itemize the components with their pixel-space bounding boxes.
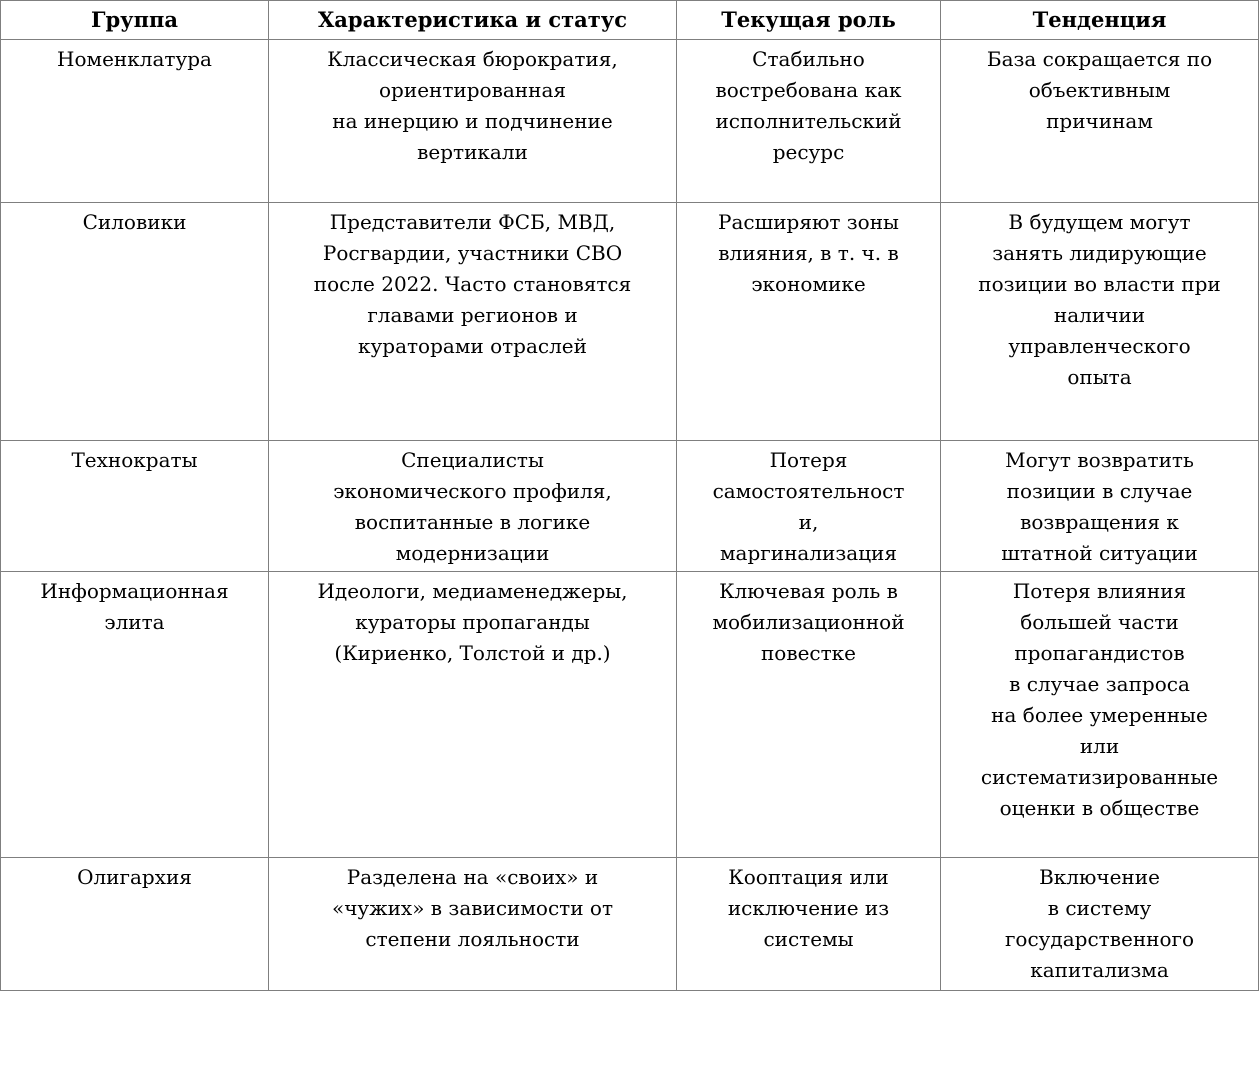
table-row	[1, 441, 1259, 572]
table-row	[1, 203, 1259, 441]
cell-trend: В будущем могут занять лидирующие позиции во власти при наличии управленческого опыта	[941, 203, 1259, 441]
cell-trend: База сокращается по объективным причинам	[941, 40, 1259, 203]
cell-group: Олигархия	[1, 858, 269, 991]
cell-group: Информационная элита	[1, 572, 269, 858]
cell-trend: Могут возвратить позиции в случае возвращения к штатной ситуации	[941, 441, 1259, 572]
table-row	[1, 572, 1259, 858]
cell-group: Технократы	[1, 441, 269, 572]
cell-characteristics: Разделена на «своих» и «чужих» в зависимости от степени лояльности	[269, 858, 677, 991]
cell-trend: Потеря влияния большей части пропагандистов в случае запроса на более умеренные или систематизированные оценки в обществе	[941, 572, 1259, 858]
cell-current-role: Потеря самостоятельност и, маргинализация	[677, 441, 941, 572]
cell-current-role: Кооптация или исключение из системы	[677, 858, 941, 991]
table-row	[1, 858, 1259, 991]
cell-current-role: Ключевая роль в мобилизационной повестке	[677, 572, 941, 858]
cell-trend: Включение в систему государственного капитализма	[941, 858, 1259, 991]
cell-group: Номенклатура	[1, 40, 269, 203]
header-trend: Тенденция	[941, 1, 1259, 40]
header-current-role: Текущая роль	[677, 1, 941, 40]
cell-characteristics: Идеологи, медиаменеджеры, кураторы пропаганды (Кириенко, Толстой и др.)	[269, 572, 677, 858]
table-row	[1, 40, 1259, 203]
cell-characteristics: Представители ФСБ, МВД, Росгвардии, участники СВО после 2022. Часто становятся главами регионов и кураторами отраслей	[269, 203, 677, 441]
cell-current-role: Расширяют зоны влияния, в т. ч. в экономике	[677, 203, 941, 441]
header-characteristics: Характеристика и статус	[269, 1, 677, 40]
cell-group: Силовики	[1, 203, 269, 441]
table-header-row	[1, 1, 1259, 40]
cell-characteristics: Специалисты экономического профиля, воспитанные в логике модернизации	[269, 441, 677, 572]
cell-characteristics: Классическая бюрократия, ориентированная на инерцию и подчинение вертикали	[269, 40, 677, 203]
header-group: Группа	[1, 1, 269, 40]
cell-current-role: Стабильно востребована как исполнительский ресурс	[677, 40, 941, 203]
